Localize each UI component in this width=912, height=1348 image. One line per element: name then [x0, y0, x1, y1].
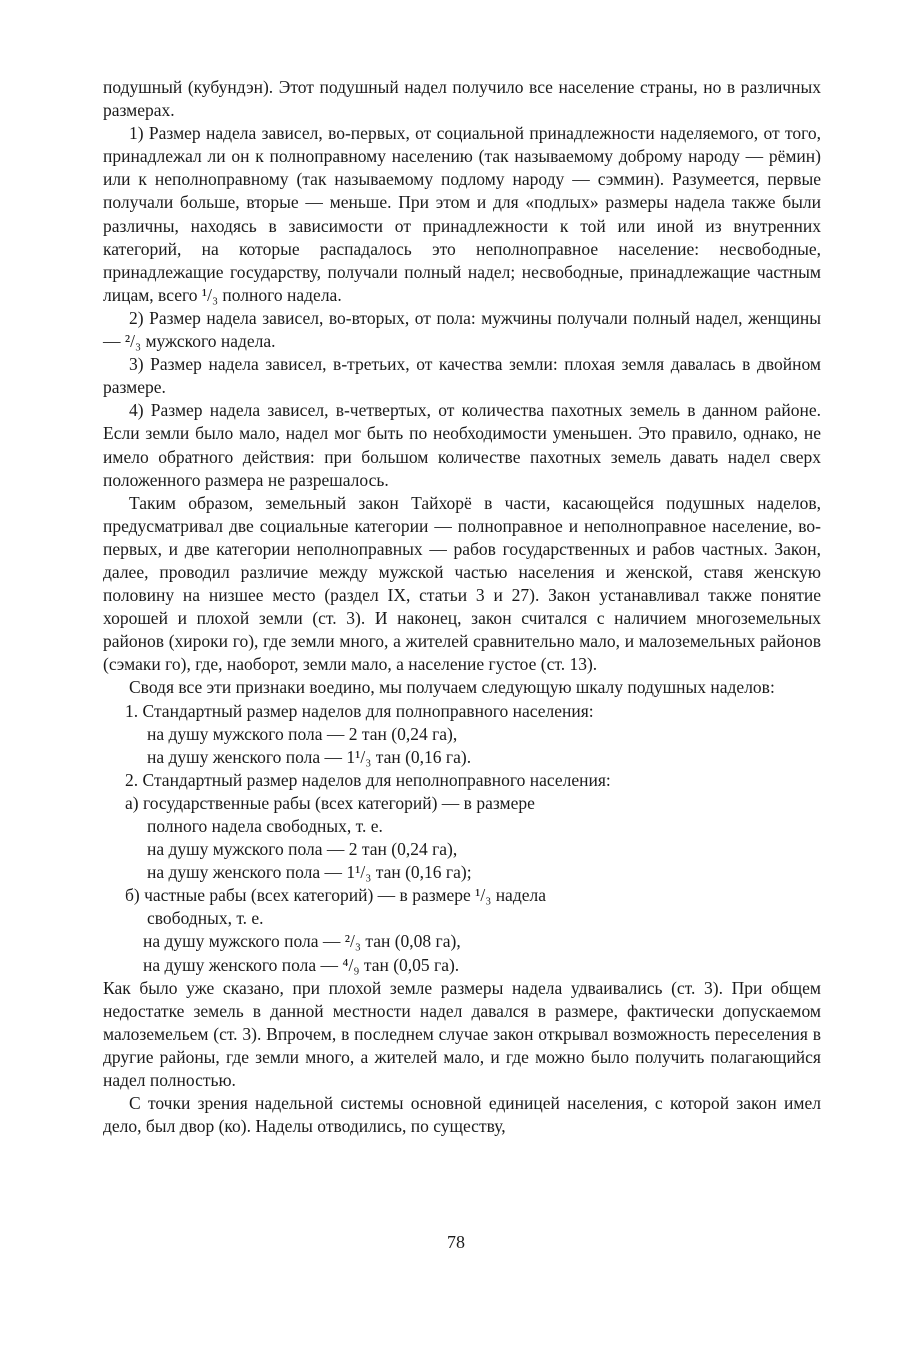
scale-item-2: 2. Стандартный размер наделов для неполноправного населения: — [125, 769, 611, 790]
page-number: 78 — [447, 1232, 465, 1252]
paragraph: Как было уже сказано, при плохой земле размеры надела удваивались (ст. 3). При общем недостатке земель в данной местности надел давался в размере, фактически допускаемом малоземельем (ст. 3). Впрочем, в последнем случае закон открывал возможность переселения в другие районы, где земли много, а жителей мало, и где можно было получить полагающийся надел полностью. — [103, 977, 821, 1091]
body-text — [103, 76, 821, 1138]
scale-line: полного надела свободных, т. е. — [147, 816, 383, 836]
scale-line: свободных, т. е. — [147, 908, 264, 929]
paragraph: Таким образом, земельный закон Тайхорё в части, касающейся подушных наделов, предусматривал две социальные категории — полноправное и неполноправное население, во-первых, и две категории неполноправных — рабов государственных и рабов частных. Закон, далее, проводил различие между мужской частью населения и женской, ставя женскую половину на низшее место (раздел IX, статьи 3 и 27). Закон устанавливал также понятие хорошей и плохой земли (ст. 3). И наконец, закон считался с наличием многоземельных районов (хироки го), где земли много, а жителей сравнительно мало, и малоземельных районов (сэмаки го), где, наоборот, земли мало, а население густое (ст. 13). — [103, 492, 821, 675]
paragraph: 1) Размер надела зависел, во-первых, от социальной принадлежности наделяемого, от того, принадлежал ли он к полноправному населению (так называемому доброму народу — рёмин) или к неполноправному (так называемому подлому народу — сэммин). Разумеется, первые получали больше, вторые — меньше. При этом и для «подлых» размеры надела также были различны, находясь в зависимости от принадлежности к той или иной из внутренних категорий, на которые распадалось это неполноправное население: несвободные, принадлежащие государству, получали полный надел; несвободные, принадлежащие частным лицам, всего ¹/₃ полного надела. — [103, 123, 821, 305]
scale-line: на душу женского пола — ⁴/₉ тан (0,05 га). — [143, 954, 460, 975]
scale-line: на душу мужского пола — ²/₃ тан (0,08 га), — [143, 931, 461, 952]
scale-line: на душу мужского пола — 2 тан (0,24 га), — [147, 723, 458, 744]
paragraph: 2) Размер надела зависел, во-вторых, от пола: мужчины получали полный надел, женщины — ²/₃ мужского надела. — [103, 307, 821, 352]
paragraph: Сводя все эти признаки воедино, мы получаем следующую шкалу подушных наделов: — [129, 677, 775, 698]
paragraph: 3) Размер надела зависел, в-третьих, от качества земли: плохая земля давалась в двойном размере. — [103, 354, 821, 398]
paragraph: С точки зрения надельной системы основной единицей населения, с которой закон имел дело, был двор (ко). Наделы отводились, по существу, — [103, 1093, 821, 1137]
scale-line: на душу женского пола — 1¹/₃ тан (0,16 га); — [147, 862, 472, 883]
paragraph: 4) Размер надела зависел, в-четвертых, от количества пахотных земель в данном районе. Если земли было мало, надел мог быть по необходимости уменьшен. Это правило, однако, не имело обратного действия: при большом количестве пахотных земель давать надел сверх положенного размера не разрешалось. — [103, 400, 821, 490]
scale-sub-a: а) государственные рабы (всех категорий) — в размере — [125, 792, 535, 813]
scale-line: на душу мужского пола — 2 тан (0,24 га), — [147, 839, 458, 860]
scale-sub-b: б) частные рабы (всех категорий) — в размере ¹/₃ надела — [125, 885, 546, 906]
scale-item-1: 1. Стандартный размер наделов для полноправного населения: — [125, 700, 594, 721]
scale-line: на душу женского пола — 1¹/₃ тан (0,16 га). — [147, 746, 472, 767]
paragraph: подушный (кубундэн). Этот подушный надел получило все население страны, но в различных размерах. — [103, 77, 821, 121]
